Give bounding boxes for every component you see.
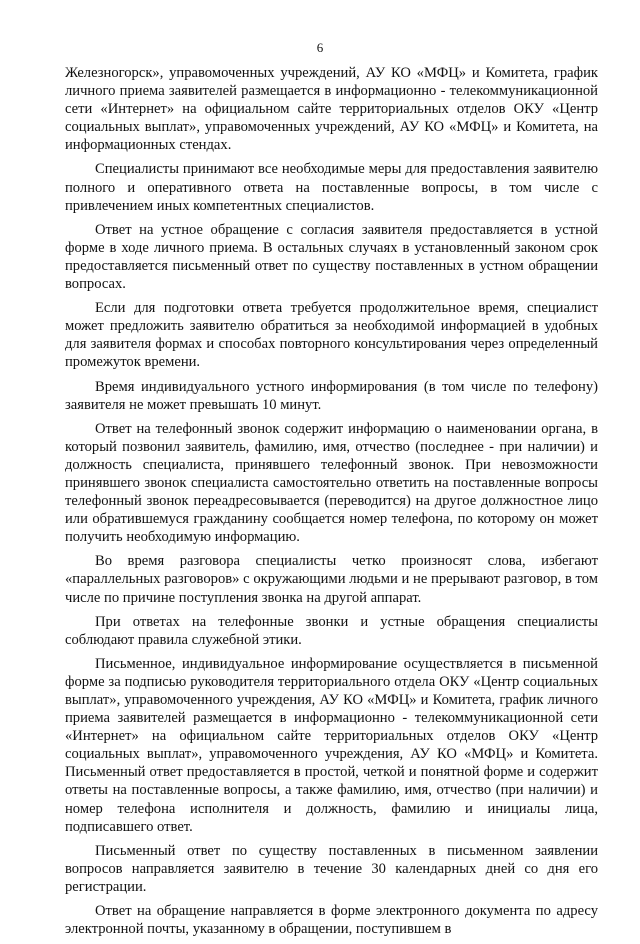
page-number: 6 <box>316 40 324 55</box>
paragraph: Письменный ответ по существу поставленных в письменном заявлении вопросов направляется заявителю в течение 30 календарных дней со дня его регистрации. <box>65 842 598 895</box>
paragraph: Специалисты принимают все необходимые меры для предоставления заявителю полного и оперативного ответа на поставленные вопросы, в том числе с привлечением иных компетентных специалистов. <box>65 161 598 214</box>
paragraph: При ответах на телефонные звонки и устные обращения специалисты соблюдают правила служебной этики. <box>65 613 598 648</box>
paragraph: Ответ на устное обращение с согласия заявителя предоставляется в устной форме в ходе личного приема. В остальных случаях в установленный законом срок предоставляется письменный ответ по существу поставленных в устном обращении вопросах. <box>65 221 598 293</box>
paragraph: Время индивидуального устного информирования (в том числе по телефону) заявителя не может превышать 10 минут. <box>65 378 598 413</box>
paragraph: Ответ на телефонный звонок содержит информацию о наименовании органа, в который позвонил заявитель, фамилию, имя, отчество (последнее - при наличии) и должность специалиста, принявшего телефонный звонок. При невозможности принявшего звонок специалиста самостоятельно ответить на поставленные вопросы телефонный звонок переадресовывается (переводится) на другое должностное лицо или обратившемуся гражданину сообщается номер телефона, по которому он может получить необходимую информацию. <box>65 420 598 546</box>
document-body <box>65 64 598 944</box>
paragraph: Железногорск», управомоченных учреждений, АУ КО «МФЦ» и Комитета, график личного приема заявителей размещается в информационно - телекоммуникационной сети «Интернет» на официальном сайте территориальных отделов ОКУ «Центр социальных выплат», управомоченных учреждений, АУ КО «МФЦ» и Комитета, на информационных стендах. <box>65 65 598 154</box>
paragraph: Ответ на обращение направляется в форме электронного документа по адресу электронной почты, указанному в обращении, поступившем в <box>65 903 598 938</box>
paragraph: Во время разговора специалисты четко произносят слова, избегают «параллельных разговоров» с окружающими людьми и не прерывают разговор, в том числе по причине поступления звонка на другой аппарат. <box>65 553 598 606</box>
paragraph: Письменное, индивидуальное информирование осуществляется в письменной форме за подписью руководителя территориального отдела ОКУ «Центр социальных выплат», управомоченного учреждения, АУ КО «МФЦ» и Комитета, график личного приема заявителей размещается в информационно - телекоммуникационной сети «Интернет» на официальном сайте территориальных отделов ОКУ «Центр социальных выплат», управомоченного учреждения, АУ КО «МФЦ» и Комитета. Письменный ответ предоставляется в простой, четкой и понятной форме и содержит ответы на поставленные вопросы, а также фамилию, имя, отчество (при наличии) и номер телефона исполнителя и должность, фамилию и инициалы лица, подписавшего ответ. <box>65 655 598 835</box>
paragraph: Если для подготовки ответа требуется продолжительное время, специалист может предложить заявителю обратиться за необходимой информацией в удобных для заявителя формах и способах повторного консультирования через определенный промежуток времени. <box>65 300 598 371</box>
